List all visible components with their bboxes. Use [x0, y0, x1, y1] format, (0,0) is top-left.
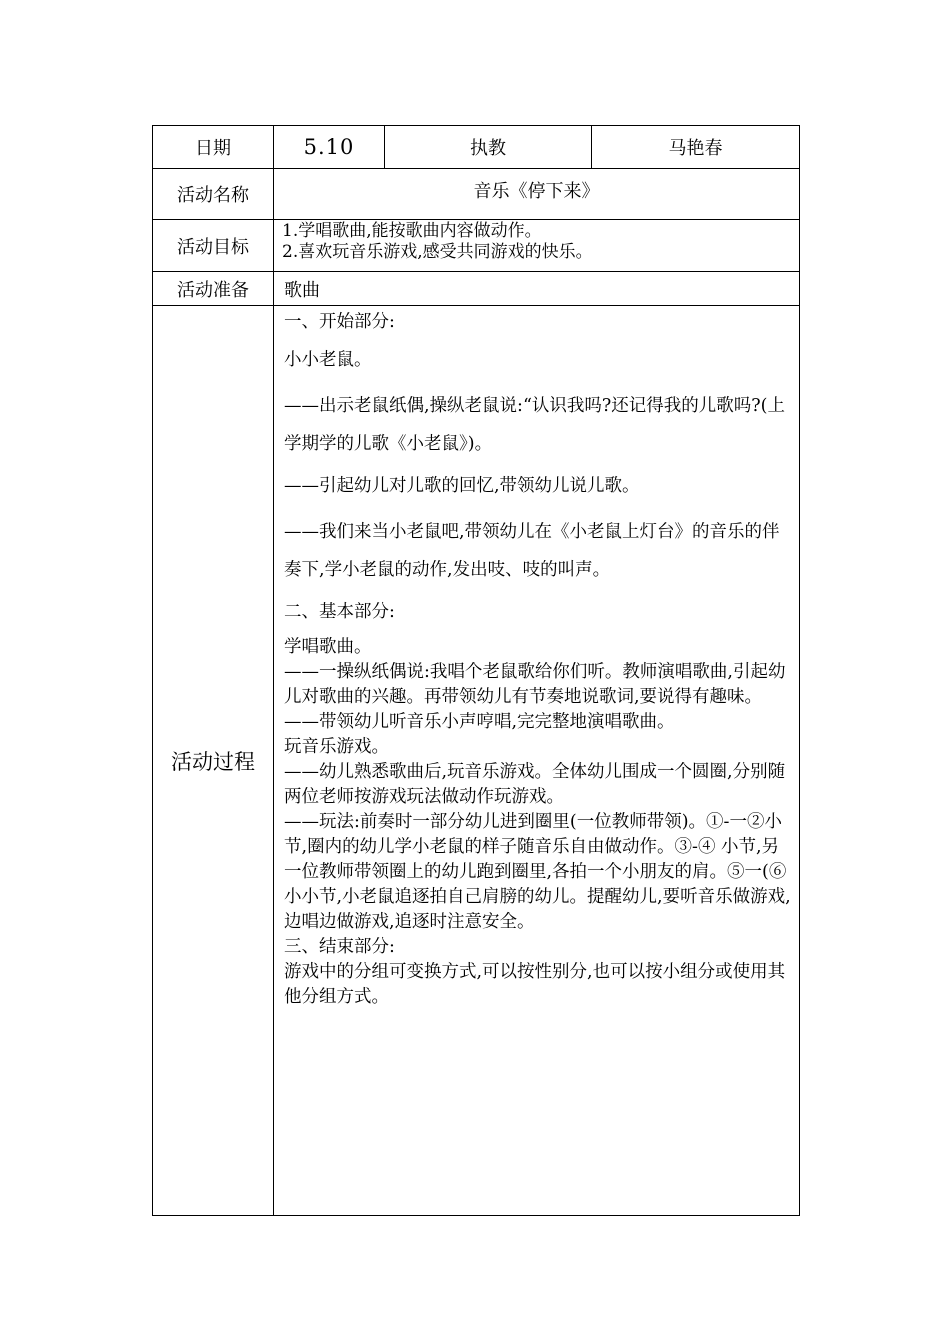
process-paragraph: 二、基本部分:	[284, 602, 395, 622]
process-paragraph: 两位老师按游戏玩法做动作玩游戏。	[284, 787, 564, 807]
process-paragraph: 游戏中的分组可变换方式,可以按性别分,也可以按小组分或使用其	[284, 962, 786, 982]
process-paragraph: 玩音乐游戏。	[284, 737, 389, 757]
process-paragraph: ——我们来当小老鼠吧,带领幼儿在《小老鼠上灯台》的音乐的伴奏下,学小老鼠的动作,发出吱、吱的叫声。	[284, 522, 780, 580]
process-paragraph: ——一操纵纸偶说:我唱个老鼠歌给你们听。教师演唱歌曲,引起幼儿对歌曲的兴趣。再带领幼儿有节奏地说歌词,要说得有趣味。	[284, 662, 786, 707]
process-paragraph: ——带领幼儿听音乐小声哼唱,完完整地演唱歌曲。	[284, 712, 675, 732]
objectives-cell	[274, 220, 800, 272]
process-paragraph: 三、结束部分:	[284, 937, 395, 957]
objectives-label: 活动目标	[153, 220, 274, 272]
process-row	[153, 306, 800, 1216]
activity-name-value: 音乐《停下来》	[274, 169, 800, 220]
process-paragraph: ——出示老鼠纸偶,操纵老鼠说:“认识我吗?还记得我的儿歌吗?(上学期学的儿歌《小老鼠》)。	[284, 396, 785, 454]
process-paragraph: ——引起幼儿对儿歌的回忆,带领幼儿说儿歌。	[284, 476, 640, 496]
process-paragraph: 他分组方式。	[284, 987, 389, 1007]
teacher-label: 执教	[385, 126, 592, 169]
process-content	[274, 306, 800, 1216]
date-value: 5.10	[274, 126, 385, 169]
process-paragraph: 一、开始部分:	[284, 312, 395, 332]
objective-item: 1.学唱歌曲,能按歌曲内容做动作。	[282, 221, 542, 241]
header-row	[153, 126, 800, 169]
objective-item: 2.喜欢玩音乐游戏,感受共同游戏的快乐。	[282, 242, 593, 262]
process-paragraph: ——玩法:前奏时一部分幼儿进到圈里(一位教师带领)。①-一②小节,圈内的幼儿学小老鼠的样子随音乐自由做动作。③-④ 小节,另一位教师带领圈上的幼儿跑到圈里,各拍一个小朋友的肩。⑤一(⑥ 小小节,小老鼠追逐拍自己肩膀的幼儿。提醒幼儿,要听音乐做游戏,边唱边做游戏,追逐时注意安全。	[284, 812, 791, 932]
preparation-row	[153, 272, 800, 306]
preparation-value: 歌曲	[274, 272, 800, 306]
preparation-label: 活动准备	[153, 272, 274, 306]
process-paragraph: 小小老鼠。	[284, 350, 372, 370]
process-paragraph: 学唱歌曲。	[284, 637, 372, 657]
process-label: 活动过程	[153, 306, 274, 1216]
process-paragraph: ——幼儿熟悉歌曲后,玩音乐游戏。全体幼儿围成一个圆圈,分别随	[284, 762, 786, 782]
objectives-row	[153, 220, 800, 272]
teacher-value: 马艳春	[592, 126, 800, 169]
activity-name-row	[153, 169, 800, 220]
lesson-plan-table	[152, 125, 800, 1216]
date-label: 日期	[153, 126, 274, 169]
activity-name-label: 活动名称	[153, 169, 274, 220]
